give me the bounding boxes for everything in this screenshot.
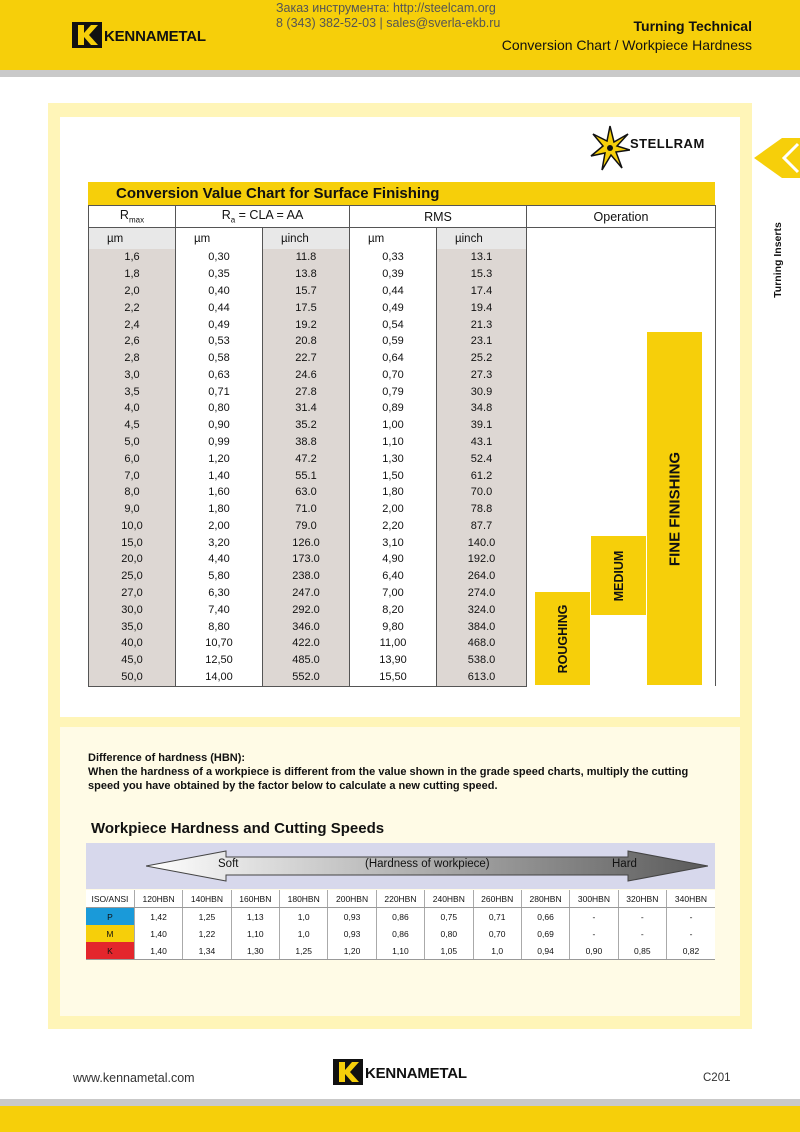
hardness-factor-cell: 1,30	[231, 942, 279, 960]
table-cell: 7,40	[176, 601, 263, 618]
hardness-column-header: 180HBN	[280, 890, 328, 908]
table-cell: 264.0	[437, 568, 527, 585]
operation-column	[527, 228, 716, 687]
table-cell: 0,44	[176, 299, 263, 316]
website-link[interactable]: www.kennametal.com	[73, 1071, 195, 1085]
table-cell: 13.8	[263, 266, 350, 283]
table-cell: 2,6	[89, 333, 176, 350]
hardness-note-heading: Difference of hardness (HBN):	[88, 752, 246, 764]
table-cell: 55.1	[263, 467, 350, 484]
operation-medium: MEDIUM	[591, 536, 646, 615]
contact-info	[276, 1, 500, 31]
table-cell: 613.0	[437, 669, 527, 686]
kennametal-footer-logo	[333, 1057, 473, 1087]
table-cell: 15.3	[437, 266, 527, 283]
side-tab-label: Turning Inserts	[772, 222, 784, 298]
table-cell: 0,63	[176, 366, 263, 383]
table-cell: 0,40	[176, 283, 263, 300]
operation-fine-finishing: FINE FINISHING	[647, 332, 702, 685]
table-cell: 4,90	[350, 551, 437, 568]
table-cell: 2,00	[350, 501, 437, 518]
unit-cell: µm	[89, 228, 176, 250]
hardness-column-header: 140HBN	[183, 890, 231, 908]
table-cell: 1,10	[350, 434, 437, 451]
hardness-factor-cell: 1,10	[231, 925, 279, 942]
hardness-factor-cell: 1,42	[134, 908, 182, 926]
table-cell: 17.5	[263, 299, 350, 316]
table-cell: 52.4	[437, 450, 527, 467]
table-cell: 78.8	[437, 501, 527, 518]
table-cell: 2,20	[350, 518, 437, 535]
hardness-factor-cell: 0,75	[425, 908, 473, 926]
table-cell: 1,80	[176, 501, 263, 518]
table-cell: 238.0	[263, 568, 350, 585]
table-cell: 5,0	[89, 434, 176, 451]
table-cell: 0,49	[176, 316, 263, 333]
table-cell: 13.1	[437, 249, 527, 266]
iso-group-k: K	[86, 942, 134, 960]
table-cell: 34.8	[437, 400, 527, 417]
table-cell: 1,60	[176, 484, 263, 501]
page-subtitle: Conversion Chart / Workpiece Hardness	[501, 37, 752, 53]
table-cell: 45,0	[89, 652, 176, 669]
table-cell: 4,0	[89, 400, 176, 417]
hardness-chart-title: Workpiece Hardness and Cutting Speeds	[91, 820, 385, 837]
table-cell: 43.1	[437, 434, 527, 451]
hardness-column-header: 160HBN	[231, 890, 279, 908]
hardness-factor-cell: -	[667, 925, 716, 942]
kennametal-logo-text: KENNAMETAL	[365, 1065, 467, 1082]
kennametal-k-icon	[333, 1059, 363, 1085]
stellram-logo-text: STELLRAM	[630, 136, 705, 151]
unit-cell: µinch	[437, 228, 527, 250]
table-cell: 10,0	[89, 518, 176, 535]
table-cell: 22.7	[263, 350, 350, 367]
hardness-factor-cell: 0,71	[473, 908, 521, 926]
hardness-factor-cell: 0,86	[376, 908, 424, 926]
hardness-factor-cell: 0,70	[473, 925, 521, 942]
table-cell: 485.0	[263, 652, 350, 669]
table-cell: 20.8	[263, 333, 350, 350]
table-cell: 4,5	[89, 417, 176, 434]
table-cell: 2,0	[89, 283, 176, 300]
hardness-factor-cell: 1,20	[328, 942, 376, 960]
table-cell: 552.0	[263, 669, 350, 686]
table-cell: 9,0	[89, 501, 176, 518]
hardness-factor-cell: 0,93	[328, 908, 376, 926]
table-cell: 15.7	[263, 283, 350, 300]
table-cell: 140.0	[437, 534, 527, 551]
table-cell: 384.0	[437, 618, 527, 635]
table-cell: 0,39	[350, 266, 437, 283]
hardness-column-header: 340HBN	[667, 890, 716, 908]
table-cell: 19.4	[437, 299, 527, 316]
table-cell: 27,0	[89, 585, 176, 602]
hardness-label: (Hardness of workpiece)	[365, 858, 490, 870]
table-cell: 30,0	[89, 601, 176, 618]
table-cell: 14,00	[176, 669, 263, 686]
table-cell: 7,00	[350, 585, 437, 602]
table-cell: 3,0	[89, 366, 176, 383]
table-cell: 0,71	[176, 383, 263, 400]
iso-group-p: P	[86, 908, 134, 926]
header-operation: Operation	[527, 206, 716, 228]
hardness-factor-cell: -	[570, 908, 618, 926]
hardness-factor-cell: 1,05	[425, 942, 473, 960]
header-ra: $R_a$ = CLA = AA	[176, 206, 350, 228]
table-cell: 0,90	[176, 417, 263, 434]
table-cell: 0,79	[350, 383, 437, 400]
table-cell: 50,0	[89, 669, 176, 686]
table-cell: 11,00	[350, 635, 437, 652]
hardness-factor-cell: 1,0	[280, 908, 328, 926]
table-cell: 47.2	[263, 450, 350, 467]
table-cell: 40,0	[89, 635, 176, 652]
side-tab-chevron-icon	[754, 138, 800, 178]
hardness-factor-cell: 1,13	[231, 908, 279, 926]
hardness-factor-cell: 1,25	[183, 908, 231, 926]
table-cell: 0,58	[176, 350, 263, 367]
iso-group-m: M	[86, 925, 134, 942]
table-cell: 9,80	[350, 618, 437, 635]
hardness-note	[88, 751, 708, 793]
hardness-column-header: ISO/ANSI	[86, 890, 134, 908]
table-cell: 2,00	[176, 518, 263, 535]
table-cell: 324.0	[437, 601, 527, 618]
page-title: Turning Technical	[633, 18, 752, 34]
table-cell: 23.1	[437, 333, 527, 350]
header-stripe	[0, 70, 800, 77]
hardness-column-header: 320HBN	[618, 890, 666, 908]
hardness-column-header: 280HBN	[521, 890, 569, 908]
hardness-factor-cell: 1,10	[376, 942, 424, 960]
header-rms: RMS	[350, 206, 527, 228]
hardness-factor-cell: 0,94	[521, 942, 569, 960]
hardness-factor-cell: 1,34	[183, 942, 231, 960]
footer-bar	[0, 1106, 800, 1132]
table-cell: 35,0	[89, 618, 176, 635]
table-cell: 1,30	[350, 450, 437, 467]
hardness-factor-cell: -	[570, 925, 618, 942]
table-cell: 1,20	[176, 450, 263, 467]
table-cell: 15,50	[350, 669, 437, 686]
hardness-column-header: 300HBN	[570, 890, 618, 908]
hardness-note-body: When the hardness of a workpiece is different from the value shown in the grade speed charts, multiply the cutting speed you have obtained by the factor below to calculate a new cutting speed.	[88, 766, 689, 792]
table-cell: 1,00	[350, 417, 437, 434]
table-cell: 87.7	[437, 518, 527, 535]
hardness-factor-cell: 1,22	[183, 925, 231, 942]
hardness-factor-cell: 0,80	[425, 925, 473, 942]
hardness-factor-cell: 0,85	[618, 942, 666, 960]
table-cell: 1,50	[350, 467, 437, 484]
table-cell: 192.0	[437, 551, 527, 568]
table-cell: 19.2	[263, 316, 350, 333]
hardness-factor-cell: -	[618, 908, 666, 926]
table-cell: 1,40	[176, 467, 263, 484]
hardness-factor-cell: 1,25	[280, 942, 328, 960]
hardness-factor-cell: 1,0	[473, 942, 521, 960]
table-cell: 0,30	[176, 249, 263, 266]
table-cell: 0,89	[350, 400, 437, 417]
table-cell: 292.0	[263, 601, 350, 618]
table-cell: 24.6	[263, 366, 350, 383]
hard-label: Hard	[612, 858, 637, 870]
table-cell: 11.8	[263, 249, 350, 266]
kennametal-logo-text: KENNAMETAL	[104, 28, 206, 45]
hardness-column-header: 240HBN	[425, 890, 473, 908]
unit-cell: µm	[176, 228, 263, 250]
table-cell: 4,40	[176, 551, 263, 568]
table-cell: 25.2	[437, 350, 527, 367]
table-cell: 70.0	[437, 484, 527, 501]
contact-line-1[interactable]: Заказ инструмента: http://steelcam.org	[276, 1, 496, 15]
unit-cell: µm	[350, 228, 437, 250]
table-cell: 2,8	[89, 350, 176, 367]
table-cell: 17.4	[437, 283, 527, 300]
table-cell: 1,6	[89, 249, 176, 266]
table-cell: 35.2	[263, 417, 350, 434]
hardness-factor-cell: 0,90	[570, 942, 618, 960]
table-cell: 13,90	[350, 652, 437, 669]
hardness-row	[86, 908, 715, 926]
table-cell: 15,0	[89, 534, 176, 551]
table-cell: 346.0	[263, 618, 350, 635]
table-cell: 12,50	[176, 652, 263, 669]
table-cell: 79.0	[263, 518, 350, 535]
hardness-factor-cell: 0,69	[521, 925, 569, 942]
hardness-column-header: 200HBN	[328, 890, 376, 908]
table-cell: 7,0	[89, 467, 176, 484]
hardness-factor-cell: -	[618, 925, 666, 942]
hardness-column-header: 120HBN	[134, 890, 182, 908]
table-cell: 39.1	[437, 417, 527, 434]
table-cell: 0,64	[350, 350, 437, 367]
table-cell: 2,4	[89, 316, 176, 333]
table-cell: 3,20	[176, 534, 263, 551]
hardness-factor-cell: 0,66	[521, 908, 569, 926]
table-cell: 0,49	[350, 299, 437, 316]
hardness-column-header: 260HBN	[473, 890, 521, 908]
hardness-factor-cell: 1,40	[134, 942, 182, 960]
table-cell: 6,30	[176, 585, 263, 602]
hardness-factor-cell: 0,93	[328, 925, 376, 942]
table-cell: 21.3	[437, 316, 527, 333]
hardness-factor-cell: -	[667, 908, 716, 926]
table-cell: 173.0	[263, 551, 350, 568]
table-cell: 0,59	[350, 333, 437, 350]
table-cell: 0,53	[176, 333, 263, 350]
hardness-header-row	[86, 890, 715, 908]
kennametal-k-icon	[72, 22, 102, 48]
table-cell: 5,80	[176, 568, 263, 585]
unit-cell: µinch	[263, 228, 350, 250]
hardness-row	[86, 942, 715, 960]
hardness-factor-cell: 1,40	[134, 925, 182, 942]
table-cell: 0,35	[176, 266, 263, 283]
table-cell: 61.2	[437, 467, 527, 484]
footer-stripe	[0, 1099, 800, 1106]
header-rmax: $R_{max}$	[89, 206, 176, 228]
table-cell: 38.8	[263, 434, 350, 451]
table-cell: 30.9	[437, 383, 527, 400]
hardness-factor-cell: 0,82	[667, 942, 716, 960]
table-cell: 247.0	[263, 585, 350, 602]
table-cell: 0,80	[176, 400, 263, 417]
contact-line-2[interactable]: 8 (343) 382-52-03 | sales@sverla-ekb.ru	[276, 16, 501, 30]
table-cell: 126.0	[263, 534, 350, 551]
table-cell: 3,10	[350, 534, 437, 551]
table-cell: 31.4	[263, 400, 350, 417]
table-cell: 6,0	[89, 450, 176, 467]
table-cell: 8,0	[89, 484, 176, 501]
table-cell: 27.3	[437, 366, 527, 383]
table-cell: 0,99	[176, 434, 263, 451]
table-cell: 274.0	[437, 585, 527, 602]
hardness-table	[86, 890, 715, 960]
table-cell: 10,70	[176, 635, 263, 652]
table-cell: 8,80	[176, 618, 263, 635]
kennametal-logo	[72, 20, 212, 50]
hardness-factor-cell: 1,0	[280, 925, 328, 942]
table-cell: 0,44	[350, 283, 437, 300]
table-cell: 2,2	[89, 299, 176, 316]
hardness-factor-cell: 0,86	[376, 925, 424, 942]
stellram-star-icon	[590, 124, 630, 172]
page-number: C201	[703, 1072, 731, 1084]
table-cell: 538.0	[437, 652, 527, 669]
surface-chart-table	[88, 205, 716, 687]
table-cell: 27.8	[263, 383, 350, 400]
hardness-column-header: 220HBN	[376, 890, 424, 908]
stellram-logo	[590, 122, 730, 174]
soft-label: Soft	[218, 858, 239, 870]
table-cell: 468.0	[437, 635, 527, 652]
table-cell: 20,0	[89, 551, 176, 568]
table-cell: 1,8	[89, 266, 176, 283]
table-cell: 0,54	[350, 316, 437, 333]
table-cell: 8,20	[350, 601, 437, 618]
table-cell: 71.0	[263, 501, 350, 518]
table-cell: 1,80	[350, 484, 437, 501]
table-cell: 25,0	[89, 568, 176, 585]
surface-chart-title: Conversion Value Chart for Surface Finishing	[116, 185, 440, 202]
operation-roughing: ROUGHING	[535, 592, 590, 685]
hardness-row	[86, 925, 715, 942]
table-cell: 63.0	[263, 484, 350, 501]
table-cell: 0,70	[350, 366, 437, 383]
table-cell: 422.0	[263, 635, 350, 652]
table-cell: 0,33	[350, 249, 437, 266]
table-cell: 3,5	[89, 383, 176, 400]
table-cell: 6,40	[350, 568, 437, 585]
